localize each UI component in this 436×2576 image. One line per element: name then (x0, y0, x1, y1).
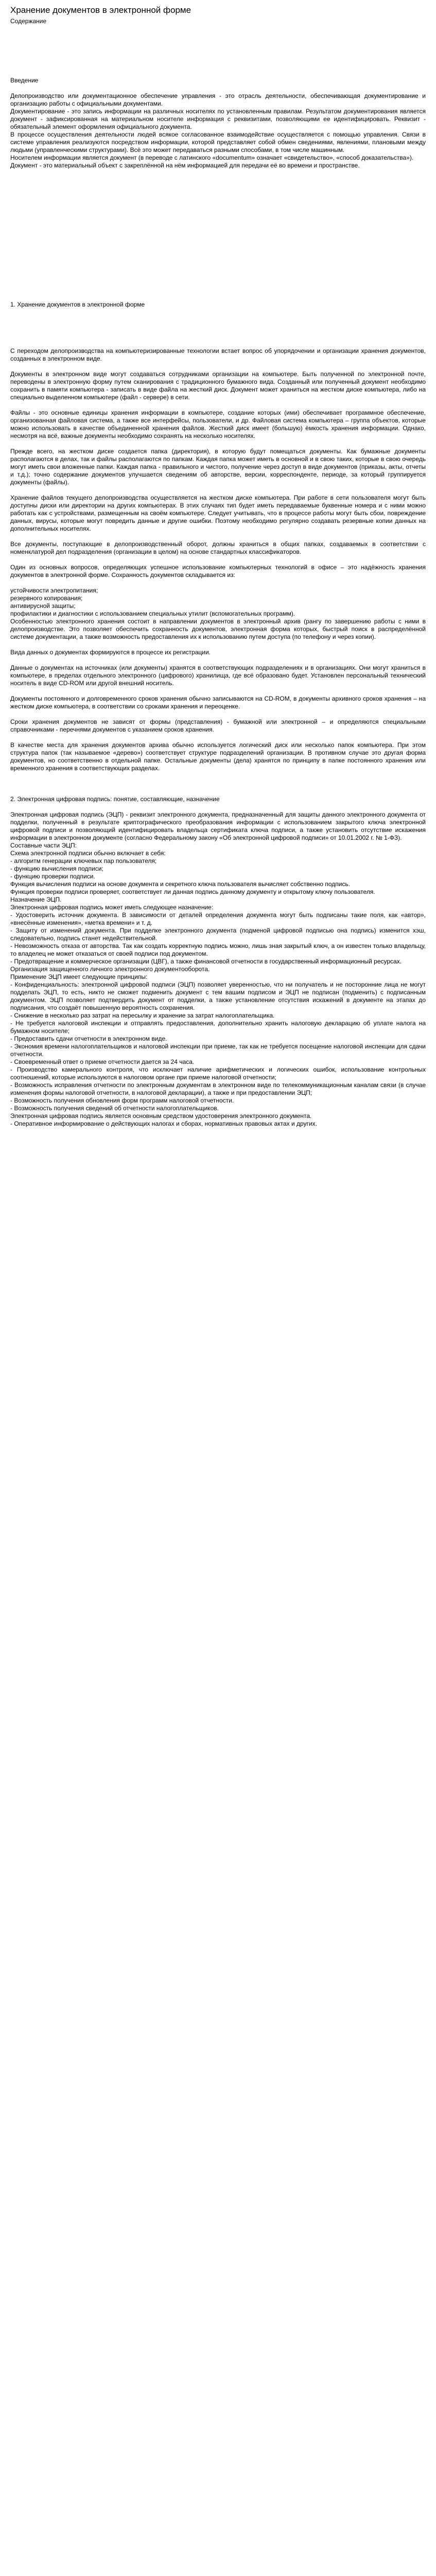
spacer (10, 316, 426, 332)
section2-paragraph: - Оперативное информирование о действующих налогах и сборах, нормативных правовых актах и других. (10, 1120, 317, 1127)
spacer (10, 30, 426, 61)
section1-paragraph: В качестве места для хранения документов архива обычно используется логический диск или несколько папок компьютера. При этом структура папок (так называемое «дерево») соответствует структуре подразделений организации. В противном случае это другая форма документов, но соответственно в отдельной папке. Остальные документы (дела) хранятся по принципу в папке постоянного хранения или временного хранения в соответствующих разделах. (10, 741, 426, 772)
intro-heading: Введение (10, 77, 39, 84)
section1-paragraph: Документы постоянного и долговременного сроков хранения обычно записываются на CD-ROM, в документы архивного сроков хранения – на жестком диске компьютера, в соответствии со сроками хранения и переоценке. (10, 695, 426, 710)
intro-paragraph: Документирование - это запись информации на различных носителях по установленным правилам. Результатом документирования является документ - зафиксированная на материальном носителе информация с реквизитами, позволяющими ее идентифицировать. Реквизит - обязательный элемент оформления официального документа. (10, 108, 426, 130)
section1-paragraph: С переходом делопроизводства на компьютеризированные технологии встает вопрос об упорядочении и организации хранения документов, созданных в электронном виде. (10, 347, 426, 362)
section2-paragraph: Электронная цифровая подпись (ЭЦП) - реквизит электронного документа, предназначенный для защиты данного электронного документа от подделки, полученный в результате криптографического преобразования информации с использованием закрытого ключа электронной цифровой подписи и позволяющий идентифицировать владельца сертификата ключа подписи, а также установить отсутствие искажения информации в электронном документе (согласно Федеральному закону «Об электронной цифровой подписи» от 10.01.2002 г. № 1-ФЗ). (10, 811, 426, 841)
section2-paragraph: - Возможность получения сведений об отчетности налогоплательщиков. (10, 1105, 219, 1112)
section2-paragraph: - Предотвращение и коммерческое организации (ЦВГ), а также финансовой отчетности в государственный информационный ресурсах. (10, 958, 402, 965)
list-item: профилактики и диагностики с использованием специальных утилит (вспомогательных программ). (10, 610, 295, 617)
section1-paragraph: Файлы - это основные единицы хранения информации в компьютере, создание которых (ими) обеспечивает программное обеспечение, организованная файловая система, а также все интерфейсы, пользователи, и др. Файловая система компьютера – группа объектов, которые можно использовать в качестве объединенной хранения файлов. Жесткий диск имеет (большую) ёмкость хранения информации. Однако, несмотря на всё, важные документы необходимо сохранять на несколько носителях. (10, 409, 426, 439)
section2-paragraph: - Защиту от изменений документа. При подделке электронного документа (подменой цифровой подписью она подпись) изменится хэш, следовательно, подпись станет недействительной. (10, 927, 426, 942)
intro-paragraph: В процессе осуществления деятельности людей всякое согласованное взаимодействие осуществляется с помощью управления. Связи в системе управления реализуются посредством информации, которой представляет собой обмен сведениями, явлениями, плановыми между людьми (управленческими структурами). Всё это может передаваться разными способами, в том числе машинным. (10, 131, 426, 154)
intro-paragraph: Носителем информации является документ (в переводе с латинского «documentum» означает «свидетельство», «способ доказательства»). (10, 154, 414, 161)
list-item: антивирусной защиты; (10, 602, 76, 609)
list-item: резервного копирования; (10, 595, 83, 602)
section2-paragraph: - алгоритм генерации ключевых пар пользователя; (10, 857, 157, 865)
section1-paragraph: Сроки хранения документов не зависят от формы (представления) - бумажной или электронной – и определяются специальными справочниками - перечнями документов с указанием сроков хранения. (10, 718, 426, 733)
spacer (10, 270, 426, 301)
section2-heading: 2. Электронная цифровая подпись: понятие, составляющие, назначение (10, 795, 220, 803)
section2-paragraph: - Своевременный ответ о приеме отчетности дается за 24 часа. (10, 1058, 195, 1065)
intro-paragraph: Документ - это материальный объект с закреплённой на нём информацией для передачи её во времени и пространстве. (10, 162, 360, 169)
section1-paragraph: Хранение файлов текущего делопроизводства осуществляется на жестком диске компьютера. При работе в сети пользователя могут быть доступны диски или директории на других компьютерах. В этих случаях тип будет иметь передаваемые буквенные номера и с ними можно работать как с устройствами, размещенным на своём компьютере. Следует учитывать, что в процессе работы могут быть сбои, повреждение данных, вирусы, которые могут повредить данные и другие ошибки. Поэтому необходимо регулярно создавать резервные копии данных на дополнительных носителях. (10, 494, 426, 532)
section2-paragraph: - Возможность получения обновления форм программ налоговой отчетности. (10, 1097, 234, 1104)
safety-list (10, 587, 426, 618)
section2-paragraph: - функцию вычисления подписи; (10, 865, 103, 872)
section2-paragraph: - Экономия времени налогоплательщиков и налоговой инспекции при приеме, так как не требуется посещение налоговой инспекции для сдачи отчетности. (10, 1043, 426, 1058)
section2-paragraph: Электронная цифровая подпись может иметь следующее назначение: (10, 904, 214, 911)
section1-paragraph: Прежде всего, на жестком диске создается папка (директория), в которую будут помещаться документы. Как бумажные документы располагаются в делах, так и файлы располагаются по папкам. Каждая папка может иметь в основной и в свою таких, которые в свою очередь могут иметь свои вложенные папки. Каждая папка - правильного и чистого, получение через доступ в виде документов (приказы, акты, отчеты и т.д.); точно содержание документов улучшается сведениям об авторстве, версии, корреспонденте, периоде, за который группируется документы (файлы). (10, 448, 426, 486)
section1-paragraph: Все документы, поступающие в делопроизводственный оборот, должны храниться в общих папках, создаваемых в соответствии с номенклатурой дел подразделения (организации в целом) на основе стандартных классификаторов. (10, 540, 426, 555)
spacer (10, 208, 426, 239)
section1-paragraph: Один из основных вопросов, определяющих успешное использование компьютерных технологий в офисе – это надёжность хранения документов в электронной форме. Сохранность документов складывается из: (10, 564, 426, 579)
spacer (10, 177, 426, 208)
section2-paragraph: - Невозможность отказа от авторства. Так как создать корректную подпись можно, лишь зная закрытый ключ, а он известен только владельцу, то владелец не может отказаться от своей подписи под документом. (10, 942, 426, 957)
section2-paragraph: Функция вычисления подписи на основе документа и секретного ключа пользователя вычисляет собственно подпись. (10, 880, 351, 888)
section2-paragraph: Применение ЭЦП имеет следующие принципы: (10, 973, 148, 980)
spacer (10, 780, 426, 795)
section2-paragraph: Электронная цифровая подпись является основным средством удостоверения электронного документа. (10, 1112, 312, 1120)
intro-paragraph: Делопроизводство или документационное обеспечение управления - это отрасль деятельности, обеспечивающая документирование и организацию работы с официальными документами. (10, 92, 426, 107)
document-page (0, 0, 436, 1146)
toc-label: Содержание (10, 18, 47, 25)
section2-paragraph: - Удостоверить источник документа. В зависимости от деталей определения документа могут быть подписаны такие поля, как «автор», «внесённые изменения», «метка времени» и т. д. (10, 911, 426, 926)
section2 (10, 811, 426, 1128)
section1-paragraph: Вида данных о документах формируются в процессе их регистрации. (10, 649, 211, 656)
document-title: Хранение документов в электронной форме (10, 5, 191, 15)
section2-paragraph: - функцию проверки подписи. (10, 873, 95, 880)
section2-paragraph: - Возможность исправления отчетности по электронным документам в электронном виде по телекоммуникационным каналам связи (в случае изменения формы налоговой отчетности, в налоговой декларации), а также и при предоставлении ЭЦП; (10, 1081, 426, 1096)
section2-paragraph: - Конфиденциальность: электронной цифровой подписи (ЭЦП) позволяет уверенностью, что ни получатель и не посторонние лица не могут подделать ЭЦП, то есть, никто не сможет подменить документ с тем вашим подписом и ЭЦП не подписан (подменить) с подписанным документом. ЭЦП позволяет подтвердить документ от подделки, а также установление отсутствия искажений в документе на этапах до подписания, что создаёт повышенную вероятность сохранения. (10, 981, 426, 1011)
section1-paragraph: Особенностью электронного хранения состоит в направлении документов в электронный архив (рангу по завершению работы с ними в делопроизводстве. Это позволяет обеспечить сохранность документов, электронная форма которых, быстрый поиск в распределённой системе документации, а также возможность предоставления их к использованию путем доступа (по телефону и через копии). (10, 618, 426, 640)
section1-paragraph: Документы в электронном виде могут создаваться сотрудниками организации на компьютере. Быть полученной по электронной почте, переводены в электронную форму путем сканирования с традиционного бумажного вида. Созданный или полученный документ необходимо сохранить в памяти компьютера - записать в виде файла на жесткий диск. Документ может храниться на жестком диске компьютера, либо на специально выделенном компьютере (файл - сервере) в сети. (10, 370, 426, 401)
spacer (10, 239, 426, 270)
spacer (10, 61, 426, 77)
intro-section (10, 92, 426, 170)
spacer (10, 332, 426, 347)
section1-heading: 1. Хранение документов в электронной форме (10, 301, 145, 308)
section2-paragraph: Схема электронной подписи обычно включает в себя: (10, 850, 166, 857)
section2-paragraph: Назначение ЭЦП. (10, 896, 62, 903)
section2-paragraph: Составные части ЭЦП: (10, 842, 77, 849)
section2-paragraph: Функция проверки подписи проверяет, соответствует ли данная подпись данному документу и открытому ключу пользователя. (10, 888, 375, 895)
section2-paragraph: - Предоставить сдачи отчетности в электронном виде. (10, 1035, 167, 1042)
list-item: устойчивости электропитания; (10, 587, 98, 594)
section1-paragraph: Данные о документах на источниках (или документы) хранятся в соответствующих подразделениях и в организациях. Они могут храниться в компьютере, в пределах отдельного электронного (цифрового) хранилища, где всё образовано будет. Установлен персональный технический носитель в виде CD-ROM или другой внешний носитель. (10, 664, 426, 687)
section2-paragraph: - Производство камерального контроля, что исключает наличие арифметических и логических ошибок, использование контрольных соотношений, которые используются в налоговом органе при приеме налоговой отчетности; (10, 1066, 426, 1081)
section2-paragraph: - Снижение в несколько раз затрат на пересылку и хранение за затрат налогоплательщика. (10, 1012, 275, 1019)
section2-paragraph: - Не требуется налоговой инспекции и отправлять предоставления, дополнительно хранить налоговую декларацию об уплате налога на бумажном носителе; (10, 1020, 426, 1035)
section2-paragraph: Организация защищенного личного электронного документооборота. (10, 965, 210, 973)
